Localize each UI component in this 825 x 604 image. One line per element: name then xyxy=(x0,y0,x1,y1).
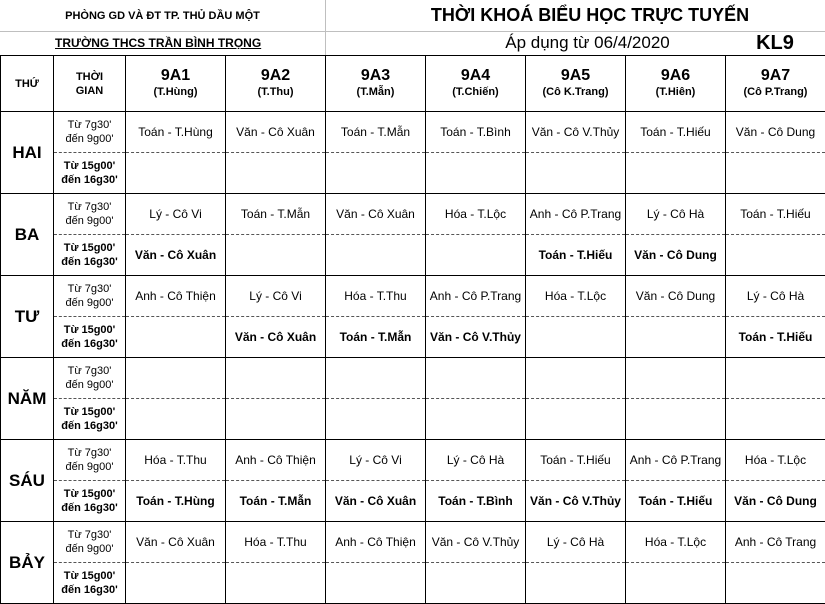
lesson-cell: Toán - T.Mẫn xyxy=(326,112,426,153)
day-label: TƯ xyxy=(1,276,54,358)
lesson-cell xyxy=(526,399,626,440)
day-label: BA xyxy=(1,194,54,276)
time-slot xyxy=(54,358,126,399)
lesson-cell: Toán - T.Mẫn xyxy=(226,481,326,522)
time-slot xyxy=(54,194,126,235)
schedule-row-pm xyxy=(1,235,825,276)
lesson-cell xyxy=(726,563,825,604)
lesson-cell: Toán - T.Hiếu xyxy=(626,481,726,522)
lesson-cell xyxy=(726,358,825,399)
lesson-cell xyxy=(226,399,326,440)
lesson-cell: Văn - Cô V.Thủy xyxy=(526,112,626,153)
lesson-cell xyxy=(326,153,426,194)
lesson-cell xyxy=(326,399,426,440)
lesson-cell xyxy=(226,235,326,276)
lesson-cell xyxy=(726,399,825,440)
lesson-cell: Lý - Cô Hà xyxy=(726,276,825,317)
grade-code: KL9 xyxy=(725,31,825,55)
lesson-cell xyxy=(126,317,226,358)
lesson-cell xyxy=(526,153,626,194)
time-slot-line: đến 9g00' xyxy=(66,379,114,391)
time-slot-line: Từ 7g30' xyxy=(68,201,112,213)
lesson-cell: Văn - Cô Xuân xyxy=(226,317,326,358)
lesson-cell: Văn - Cô V.Thủy xyxy=(426,317,526,358)
school-name: TRƯỜNG THCS TRẦN BÌNH TRỌNG xyxy=(0,31,325,55)
lesson-cell xyxy=(326,563,426,604)
time-slot-line: đến 16g30' xyxy=(61,338,117,350)
time-slot-line: đến 16g30' xyxy=(61,584,117,596)
class-header-9a4 xyxy=(426,56,526,112)
class-name: 9A3 xyxy=(326,67,425,84)
schedule-row-pm xyxy=(1,317,825,358)
time-slot xyxy=(54,440,126,481)
schedule-row-pm xyxy=(1,563,825,604)
lesson-cell: Toán - T.Hiếu xyxy=(526,440,626,481)
class-header-9a6 xyxy=(626,56,726,112)
lesson-cell: Lý - Cô Vi xyxy=(326,440,426,481)
lesson-cell: Lý - Cô Vi xyxy=(226,276,326,317)
day-label: BẢY xyxy=(1,522,54,604)
day-column-header: THỨ xyxy=(1,56,54,112)
lesson-cell: Toán - T.Mẫn xyxy=(326,317,426,358)
lesson-cell: Toán - T.Hùng xyxy=(126,481,226,522)
time-column-header xyxy=(54,56,126,112)
time-slot-line: đến 16g30' xyxy=(61,174,117,186)
lesson-cell: Anh - Cô P.Trang xyxy=(426,276,526,317)
schedule-row-am xyxy=(1,112,825,153)
lesson-cell xyxy=(726,153,825,194)
lesson-cell xyxy=(426,399,526,440)
lesson-cell xyxy=(626,358,726,399)
time-slot-line: Từ 15g00' xyxy=(64,570,116,582)
class-header-9a2 xyxy=(226,56,326,112)
lesson-cell xyxy=(226,563,326,604)
lesson-cell xyxy=(126,563,226,604)
lesson-cell xyxy=(126,399,226,440)
class-teacher: (T.Hùng) xyxy=(126,84,225,101)
time-slot-line: đến 16g30' xyxy=(61,256,117,268)
lesson-cell: Toán - T.Hiếu xyxy=(526,235,626,276)
class-header-9a1 xyxy=(126,56,226,112)
page-title: THỜI KHOÁ BIỂU HỌC TRỰC TUYẾN xyxy=(325,0,825,31)
day-label: SÁU xyxy=(1,440,54,522)
lesson-cell: Văn - Cô V.Thủy xyxy=(526,481,626,522)
class-header-9a7 xyxy=(726,56,825,112)
lesson-cell xyxy=(426,358,526,399)
lesson-cell: Văn - Cô Dung xyxy=(726,112,825,153)
time-header-line2: GIAN xyxy=(76,85,104,97)
schedule-row-pm xyxy=(1,399,825,440)
lesson-cell: Văn - Cô Dung xyxy=(726,481,825,522)
lesson-cell: Lý - Cô Vi xyxy=(126,194,226,235)
class-name: 9A1 xyxy=(126,67,225,84)
lesson-cell: Văn - Cô Dung xyxy=(626,276,726,317)
time-slot-line: Từ 15g00' xyxy=(64,160,116,172)
lesson-cell: Hóa - T.Lộc xyxy=(626,522,726,563)
lesson-cell xyxy=(726,235,825,276)
class-name: 9A6 xyxy=(626,67,725,84)
lesson-cell: Anh - Cô P.Trang xyxy=(526,194,626,235)
lesson-cell xyxy=(126,153,226,194)
class-name: 9A7 xyxy=(726,67,825,84)
department-name: PHÒNG GD VÀ ĐT TP. THỦ DẦU MỘT xyxy=(0,0,325,31)
class-header-9a3 xyxy=(326,56,426,112)
lesson-cell: Anh - Cô Thiện xyxy=(326,522,426,563)
schedule-row-pm xyxy=(1,481,825,522)
lesson-cell: Văn - Cô Xuân xyxy=(326,194,426,235)
lesson-cell: Hóa - T.Thu xyxy=(226,522,326,563)
lesson-cell: Toán - T.Hiếu xyxy=(726,194,825,235)
lesson-cell: Toán - T.Hiếu xyxy=(626,112,726,153)
lesson-cell xyxy=(326,235,426,276)
time-slot-line: Từ 15g00' xyxy=(64,324,116,336)
class-teacher: (T.Mẫn) xyxy=(326,84,425,101)
lesson-cell: Hóa - T.Thu xyxy=(126,440,226,481)
lesson-cell: Văn - Cô V.Thủy xyxy=(426,522,526,563)
lesson-cell: Văn - Cô Xuân xyxy=(126,522,226,563)
class-teacher: (Cô K.Trang) xyxy=(526,84,625,101)
time-slot-line: đến 9g00' xyxy=(66,215,114,227)
lesson-cell xyxy=(426,153,526,194)
schedule-row-am xyxy=(1,440,825,481)
lesson-cell xyxy=(626,153,726,194)
schedule-row-am xyxy=(1,358,825,399)
time-slot-line: Từ 7g30' xyxy=(68,119,112,131)
header-row xyxy=(1,56,825,112)
lesson-cell: Toán - T.Hiếu xyxy=(726,317,825,358)
lesson-cell xyxy=(526,317,626,358)
lesson-cell xyxy=(126,358,226,399)
time-slot-line: Từ 7g30' xyxy=(68,283,112,295)
lesson-cell xyxy=(226,358,326,399)
time-slot-line: đến 9g00' xyxy=(66,461,114,473)
class-name: 9A2 xyxy=(226,67,325,84)
day-label: NĂM xyxy=(1,358,54,440)
lesson-cell: Toán - T.Bình xyxy=(426,112,526,153)
lesson-cell: Lý - Cô Hà xyxy=(426,440,526,481)
time-slot xyxy=(54,399,126,440)
lesson-cell: Anh - Cô Thiện xyxy=(226,440,326,481)
lesson-cell xyxy=(226,153,326,194)
lesson-cell xyxy=(426,563,526,604)
lesson-cell xyxy=(626,563,726,604)
lesson-cell: Anh - Cô P.Trang xyxy=(626,440,726,481)
time-slot-line: đến 16g30' xyxy=(61,502,117,514)
time-slot-line: Từ 7g30' xyxy=(68,529,112,541)
lesson-cell: Lý - Cô Hà xyxy=(626,194,726,235)
lesson-cell xyxy=(326,358,426,399)
time-slot xyxy=(54,153,126,194)
apply-date: Áp dụng từ 06/4/2020 xyxy=(460,31,715,55)
lesson-cell: Hóa - T.Lộc xyxy=(726,440,825,481)
time-slot-line: đến 9g00' xyxy=(66,297,114,309)
class-name: 9A4 xyxy=(426,67,525,84)
lesson-cell: Hóa - T.Thu xyxy=(326,276,426,317)
lesson-cell: Anh - Cô Trang xyxy=(726,522,825,563)
lesson-cell: Hóa - T.Lộc xyxy=(526,276,626,317)
class-header-9a5 xyxy=(526,56,626,112)
time-slot xyxy=(54,276,126,317)
lesson-cell xyxy=(426,235,526,276)
time-header-line1: THỜI xyxy=(76,71,103,83)
lesson-cell xyxy=(526,358,626,399)
lesson-cell: Toán - T.Hùng xyxy=(126,112,226,153)
time-slot xyxy=(54,481,126,522)
time-slot-line: Từ 7g30' xyxy=(68,447,112,459)
time-slot-line: Từ 15g00' xyxy=(64,488,116,500)
class-teacher: (T.Thu) xyxy=(226,84,325,101)
time-slot xyxy=(54,112,126,153)
lesson-cell xyxy=(626,317,726,358)
schedule-row-am xyxy=(1,276,825,317)
time-slot xyxy=(54,563,126,604)
lesson-cell xyxy=(526,563,626,604)
schedule-row-am xyxy=(1,522,825,563)
time-slot-line: Từ 15g00' xyxy=(64,406,116,418)
time-slot-line: đến 16g30' xyxy=(61,420,117,432)
lesson-cell: Toán - T.Mẫn xyxy=(226,194,326,235)
lesson-cell: Văn - Cô Xuân xyxy=(326,481,426,522)
time-slot xyxy=(54,235,126,276)
time-slot-line: Từ 7g30' xyxy=(68,365,112,377)
lesson-cell xyxy=(626,399,726,440)
class-teacher: (Cô P.Trang) xyxy=(726,84,825,101)
day-label: HAI xyxy=(1,112,54,194)
schedule-row-pm xyxy=(1,153,825,194)
lesson-cell: Văn - Cô Dung xyxy=(626,235,726,276)
lesson-cell: Lý - Cô Hà xyxy=(526,522,626,563)
time-slot xyxy=(54,522,126,563)
class-teacher: (T.Chiến) xyxy=(426,84,525,101)
schedule-row-am xyxy=(1,194,825,235)
timetable xyxy=(0,55,825,604)
lesson-cell: Văn - Cô Xuân xyxy=(226,112,326,153)
lesson-cell: Hóa - T.Lộc xyxy=(426,194,526,235)
lesson-cell: Anh - Cô Thiện xyxy=(126,276,226,317)
lesson-cell: Văn - Cô Xuân xyxy=(126,235,226,276)
timetable-body xyxy=(1,112,825,604)
lesson-cell: Toán - T.Bình xyxy=(426,481,526,522)
time-slot xyxy=(54,317,126,358)
time-slot-line: đến 9g00' xyxy=(66,543,114,555)
time-slot-line: đến 9g00' xyxy=(66,133,114,145)
time-slot-line: Từ 15g00' xyxy=(64,242,116,254)
class-teacher: (T.Hiên) xyxy=(626,84,725,101)
class-name: 9A5 xyxy=(526,67,625,84)
